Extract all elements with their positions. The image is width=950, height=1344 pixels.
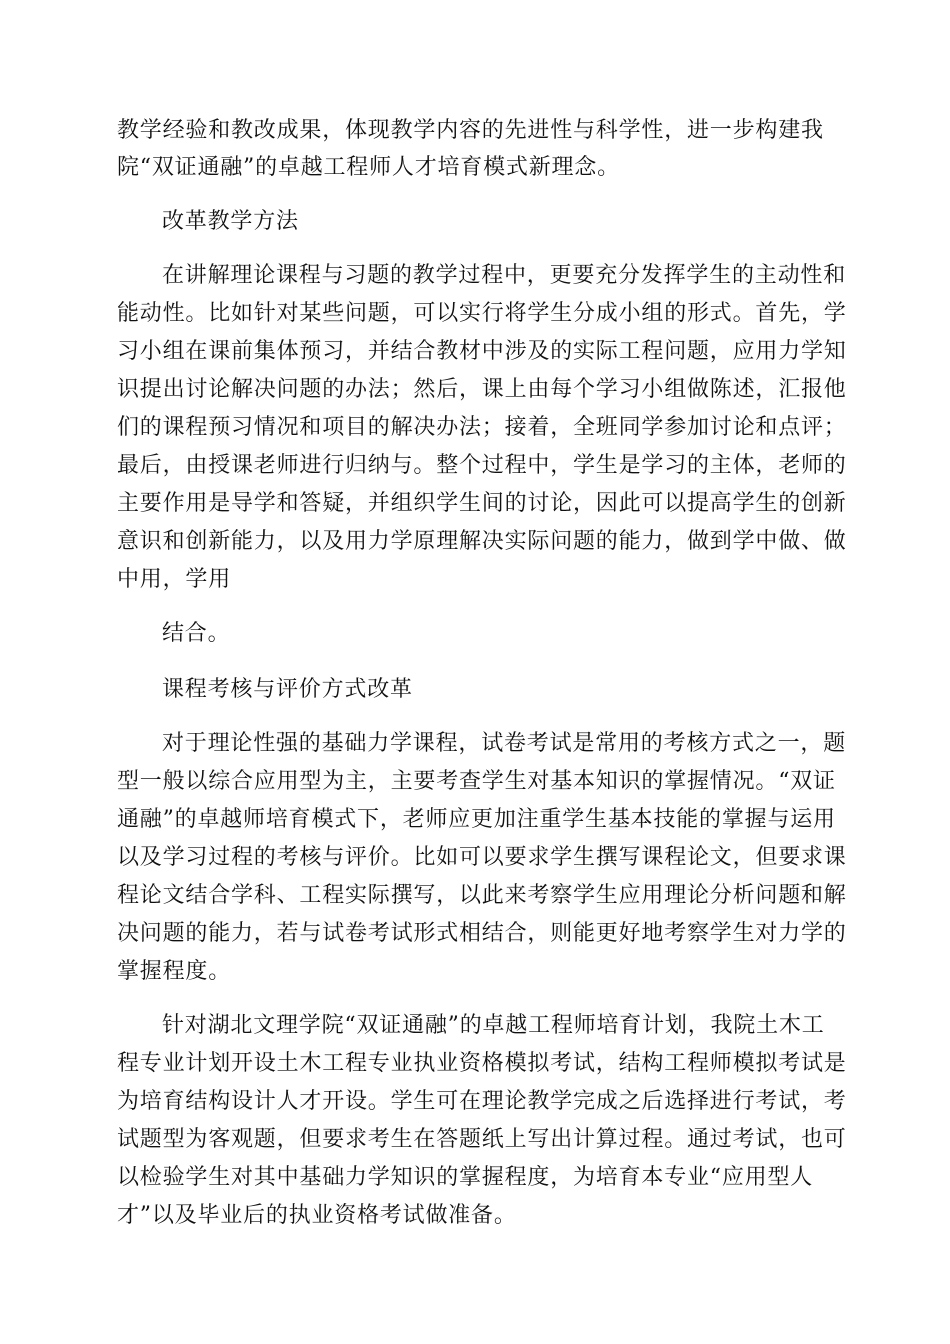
paragraph-2-line-6: 最后，由授课老师进行归纳与。整个过程中，学生是学习的主体，老师的 [117, 453, 847, 478]
paragraph-2-line-8: 意识和创新能力，以及用力学原理解决实际问题的能力，做到学中做、做 [117, 529, 847, 554]
paragraph-1-line-1: 教学经验和教改成果，体现教学内容的先进性与科学性，进一步构建我 [117, 118, 824, 143]
paragraph-3-line-1: 结合。 [162, 621, 231, 646]
paragraph-4-line-1: 对于理论性强的基础力学课程，试卷考试是常用的考核方式之一，题 [162, 731, 847, 756]
paragraph-5-line-5: 以检验学生对其中基础力学知识的掌握程度，为培育本专业“应用型人 [117, 1165, 814, 1190]
section-heading-teaching-methods: 改革教学方法 [162, 209, 299, 234]
paragraph-1-line-2: 院“双证通融”的卓越工程师人才培育模式新理念。 [117, 155, 620, 180]
paragraph-4-line-7: 掌握程度。 [117, 959, 232, 984]
paragraph-4-line-5: 程论文结合学科、工程实际撰写，以此来考察学生应用理论分析问题和解 [117, 883, 847, 908]
paragraph-4-line-4: 以及学习过程的考核与评价。比如可以要求学生撰写课程论文，但要求课 [117, 845, 847, 870]
paragraph-5-line-1: 针对湖北文理学院“双证通融”的卓越工程师培育计划，我院土木工 [162, 1013, 825, 1038]
paragraph-2-line-1: 在讲解理论课程与习题的教学过程中，更要充分发挥学生的主动性和 [162, 263, 847, 288]
paragraph-4-line-6: 决问题的能力，若与试卷考试形式相结合，则能更好地考察学生对力学的 [117, 921, 847, 946]
paragraph-2-line-9: 中用，学用 [117, 567, 232, 592]
paragraph-2-line-4: 识提出讨论解决问题的办法；然后，课上由每个学习小组做陈述，汇报他 [117, 377, 847, 402]
paragraph-4-line-2: 型一般以综合应用型为主，主要考查学生对基本知识的掌握情况。“双证 [117, 769, 836, 794]
paragraph-5-line-4: 试题型为客观题，但要求考生在答题纸上写出计算过程。通过考试，也可 [117, 1127, 847, 1152]
paragraph-5-line-2: 程专业计划开设土木工程专业执业资格模拟考试，结构工程师模拟考试是 [117, 1051, 847, 1076]
paragraph-5-line-3: 为培育结构设计人才开设。学生可在理论教学完成之后选择进行考试，考 [117, 1089, 847, 1114]
paragraph-2-line-5: 们的课程预习情况和项目的解决办法；接着，全班同学参加讨论和点评； [117, 415, 847, 440]
paragraph-2-line-7: 主要作用是导学和答疑，并组织学生间的讨论，因此可以提高学生的创新 [117, 491, 847, 516]
section-heading-assessment-reform: 课程考核与评价方式改革 [162, 677, 413, 702]
paragraph-2-line-2: 能动性。比如针对某些问题，可以实行将学生分成小组的形式。首先，学 [117, 301, 847, 326]
paragraph-4-line-3: 通融”的卓越师培育模式下，老师应更加注重学生基本技能的掌握与运用 [117, 807, 836, 832]
paragraph-2-line-3: 习小组在课前集体预习，并结合教材中涉及的实际工程问题，应用力学知 [117, 339, 847, 364]
paragraph-5-line-6: 才”以及毕业后的执业资格考试做准备。 [117, 1203, 517, 1228]
